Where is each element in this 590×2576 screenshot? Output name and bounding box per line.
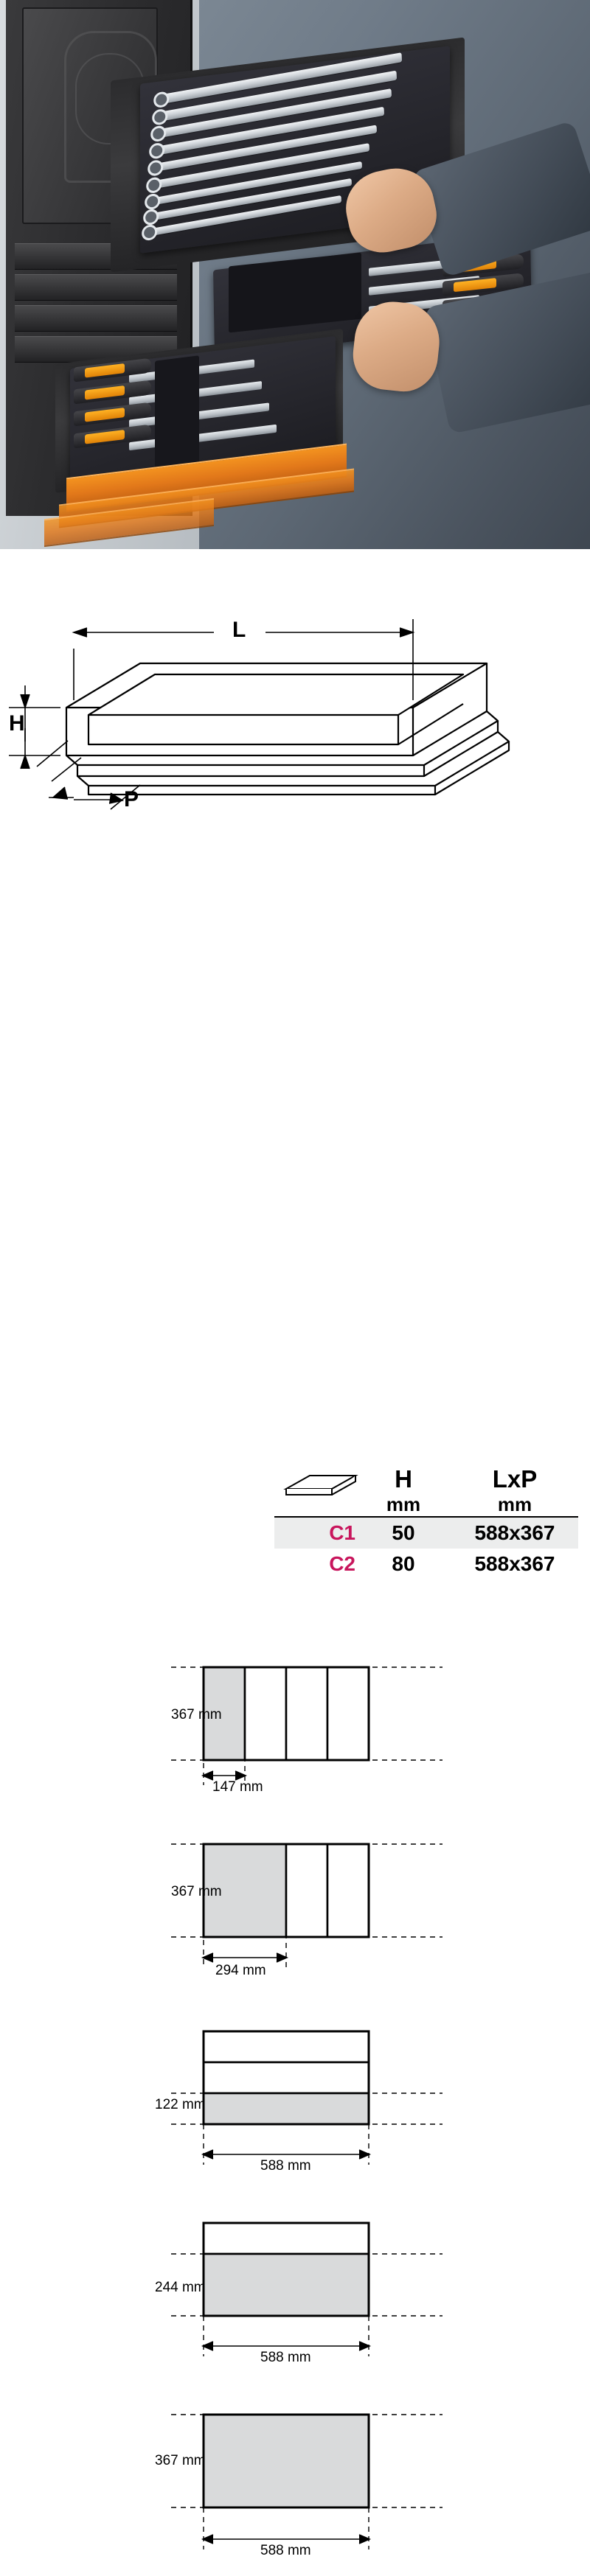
table-row — [274, 1549, 578, 1580]
layout-5-side-label: 367 mm — [155, 2453, 206, 2468]
tray-compartment-left — [229, 253, 361, 333]
layout-4-bottom-label: 588 mm — [260, 2350, 311, 2365]
dimension-label-height: H — [9, 711, 25, 736]
spec-row-code: C2 — [274, 1549, 355, 1580]
layout-2-bottom-label: 294 mm — [215, 1963, 266, 1978]
spec-row-code: C1 — [274, 1518, 355, 1549]
tray-isometric-drawing — [0, 597, 590, 907]
table-row — [274, 1518, 578, 1549]
spec-row-h: 80 — [355, 1549, 451, 1580]
product-photo — [0, 0, 590, 597]
cabinet-slot-2 — [15, 274, 177, 301]
layout-5-bottom-label: 588 mm — [260, 2543, 311, 2558]
tray-divider-block — [155, 355, 199, 471]
dimension-label-length: L — [232, 618, 246, 642]
spec-row-lxp: 588x367 — [451, 1518, 578, 1549]
layout-diagram-4-columns — [0, 1629, 590, 1798]
spec-subheader-lxp-unit: mm — [497, 1493, 532, 1515]
spec-subheader-h-unit: mm — [386, 1493, 421, 1515]
spec-row-lxp: 588x367 — [451, 1549, 578, 1580]
layout-1-bottom-label: 147 mm — [212, 1779, 263, 1795]
layout-2-side-label: 367 mm — [171, 1884, 222, 1899]
spec-header-lxp: LxP — [492, 1465, 538, 1493]
dimension-label-depth: P — [124, 787, 139, 811]
layout-diagram-wide-plus-two — [0, 1813, 590, 1990]
layout-3-bottom-label: 588 mm — [260, 2158, 311, 2174]
layout-1-side-label: 367 mm — [171, 1707, 222, 1722]
spec-row-h: 50 — [355, 1518, 451, 1549]
spec-table — [274, 1465, 578, 1580]
layout-4-side-label: 244 mm — [155, 2280, 206, 2295]
layout-3-side-label: 122 mm — [155, 2097, 206, 2112]
cabinet-slot-3 — [15, 305, 177, 332]
technical-drawing-section — [0, 597, 590, 2558]
photo-bottom-margin — [0, 549, 590, 597]
spec-header-h: H — [395, 1465, 412, 1493]
